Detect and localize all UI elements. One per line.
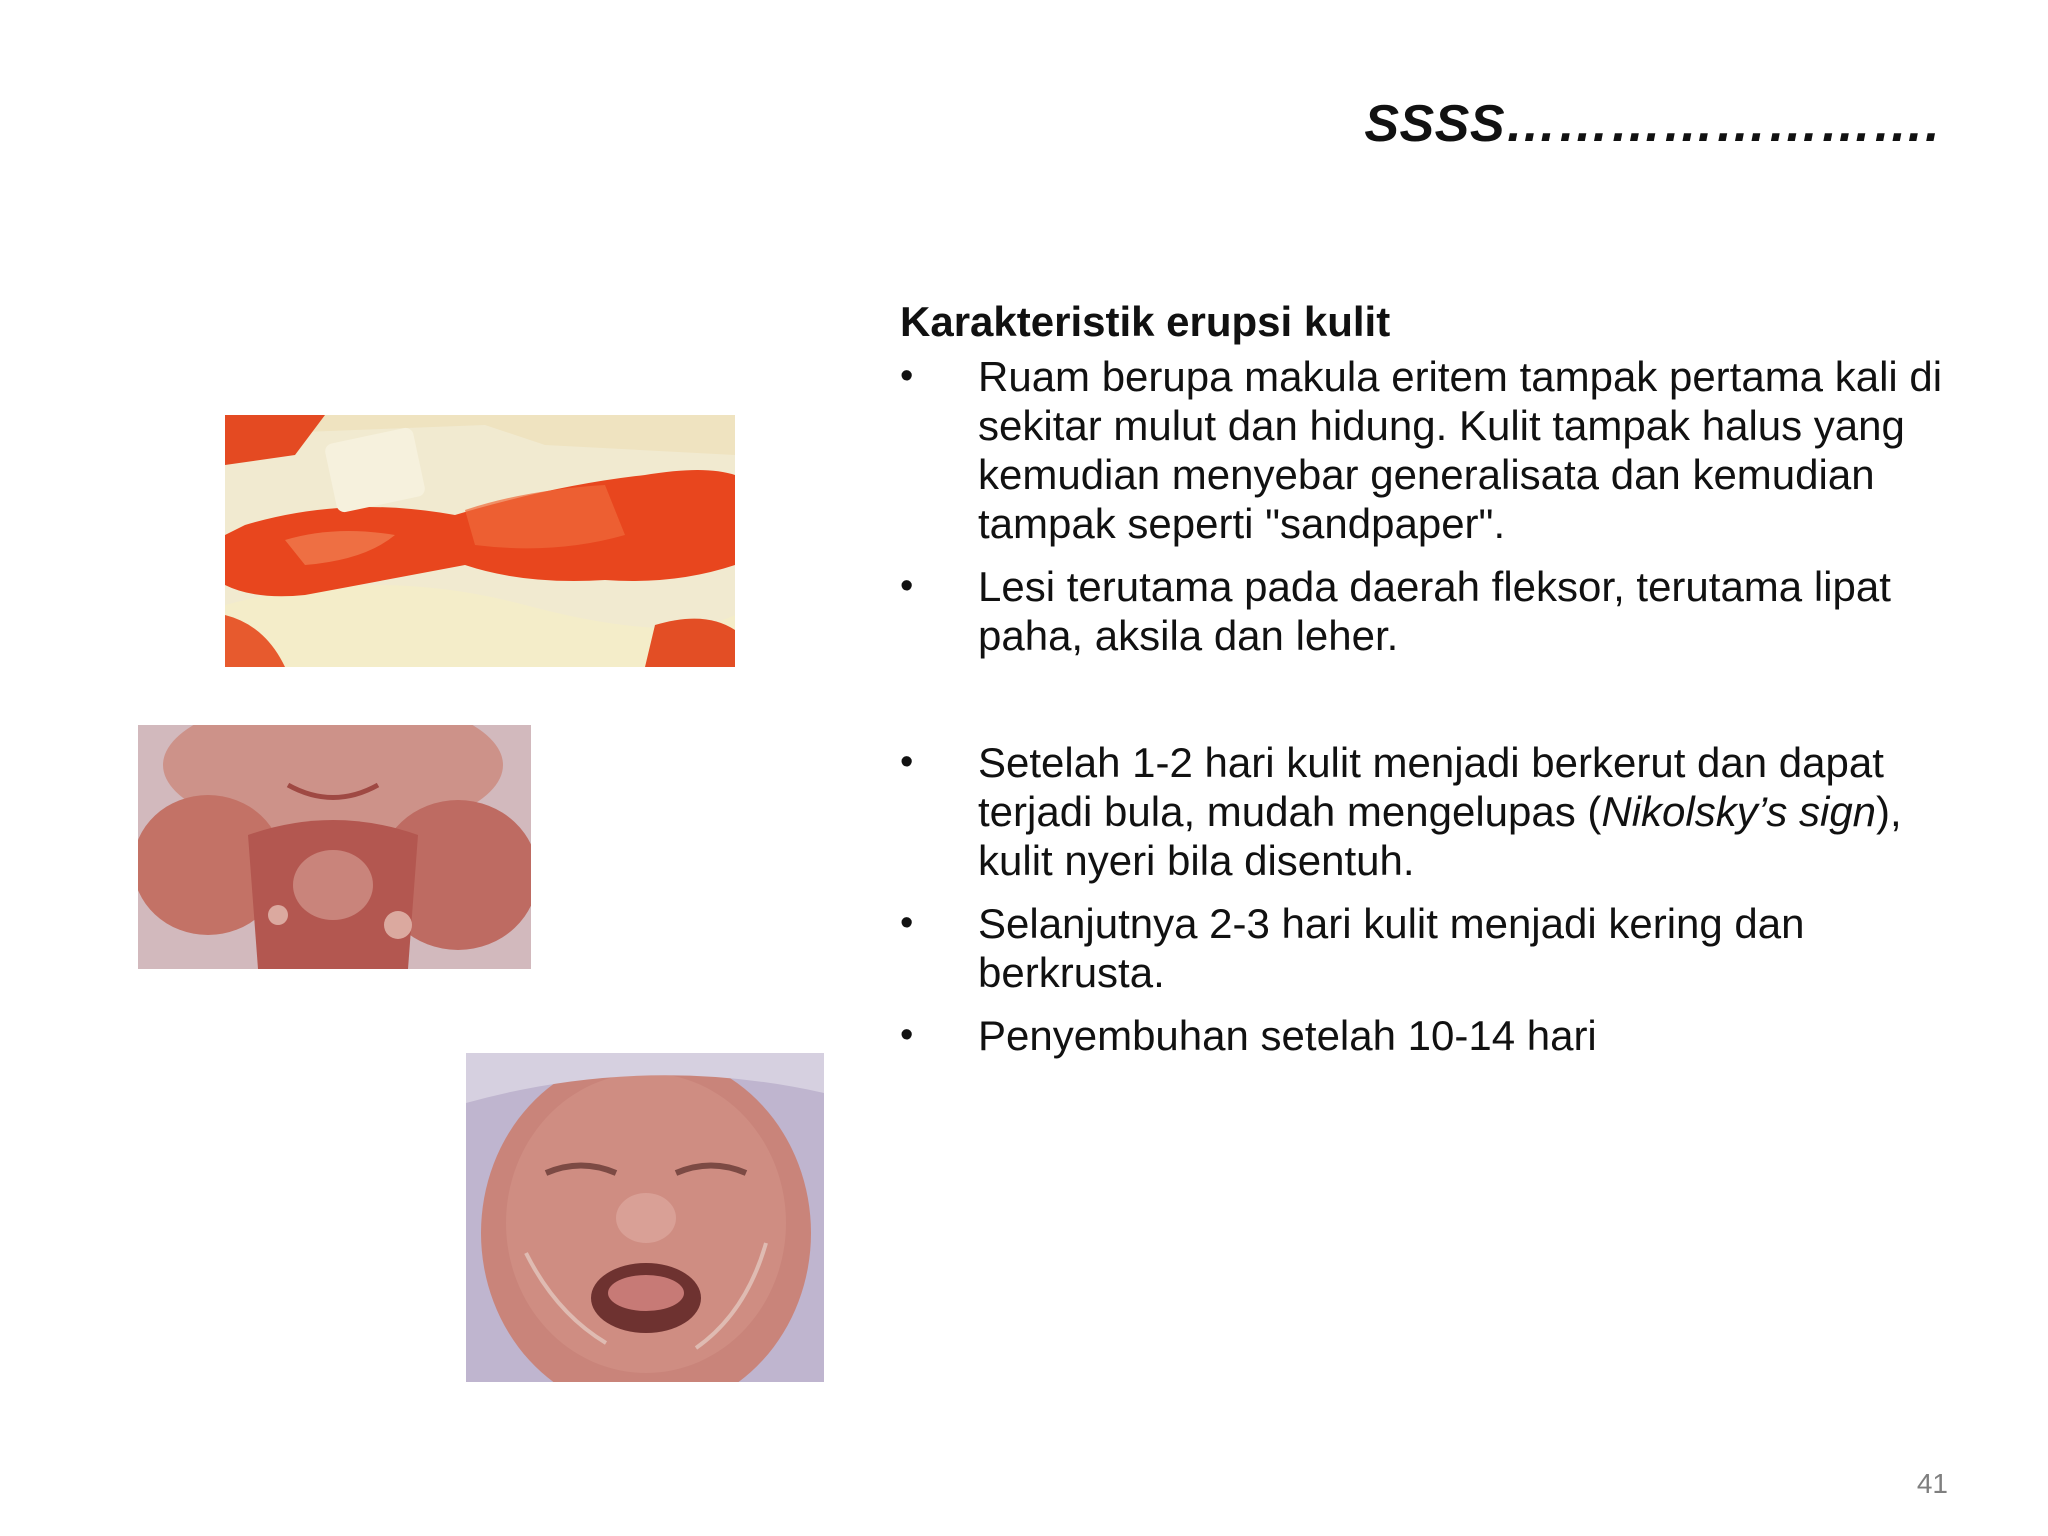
bullet-text-end: ), kulit nyeri bila disentuh. <box>978 788 1902 884</box>
bullet-text: Selanjutnya 2-3 hari kulit menjadi kering dan berkrusta. <box>978 900 1805 996</box>
clinical-photo-infant-face <box>466 1053 824 1382</box>
slide-title: SSSS……………………. <box>1364 95 1940 153</box>
bullet-icon: • <box>900 741 914 783</box>
bullet-list <box>900 352 1960 1060</box>
bullet-icon: • <box>900 902 914 944</box>
bullet-item <box>900 1011 1960 1060</box>
bullet-text: Ruam berupa makula eritem tampak pertama kali di sekitar mulut dan hidung. Kulit tampak halus yang kemudian menyebar generalisata dan kemudian tampak seperti "sandpaper". <box>978 353 1943 547</box>
clinical-photo-leg-erythema <box>225 415 735 667</box>
bullet-text: Penyembuhan setelah 10-14 hari <box>978 1012 1597 1059</box>
nikolsky-sign-term: Nikolsky’s sign <box>1601 788 1877 835</box>
bullet-text-start: Setelah 1-2 hari kulit menjadi berkerut dan dapat terjadi bula, mudah mengelupas ( <box>978 739 1884 835</box>
bullet-icon: • <box>900 355 914 397</box>
bullet-icon: • <box>900 1014 914 1056</box>
bullet-icon: • <box>900 565 914 607</box>
bullet-text <box>978 739 1902 884</box>
clinical-photo-groin-lesions <box>138 725 531 969</box>
bullet-text: Lesi terutama pada daerah fleksor, terutama lipat paha, aksila dan leher. <box>978 563 1891 659</box>
bullet-item <box>900 562 1960 660</box>
content-area <box>900 296 1960 1074</box>
page-number: 41 <box>1916 1468 1948 1499</box>
bullet-item <box>900 738 1960 885</box>
bullet-item <box>900 352 1960 548</box>
bullet-item <box>900 899 1960 997</box>
section-heading: Karakteristik erupsi kulit <box>900 298 1391 345</box>
